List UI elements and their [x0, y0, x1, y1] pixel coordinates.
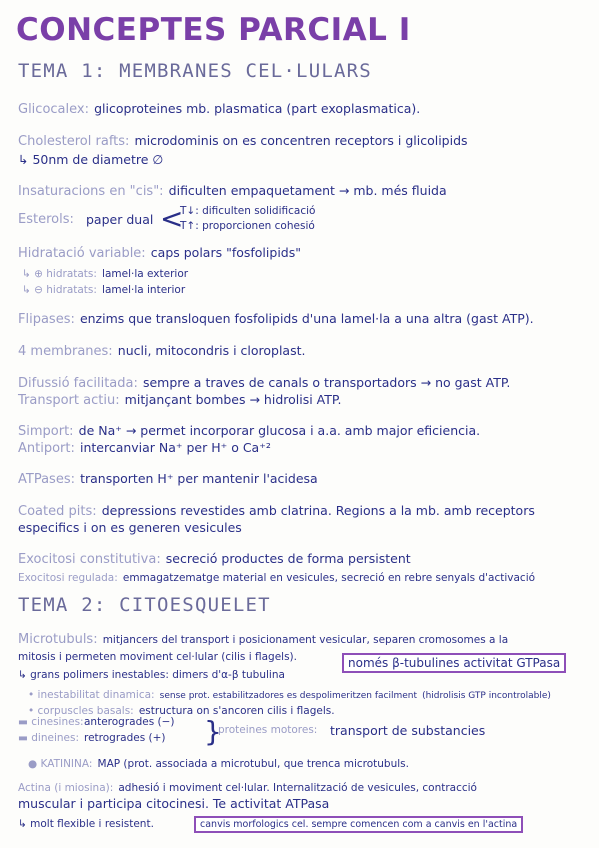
note-exocitosi-regulada [18, 566, 585, 585]
term-label: ↳ ⊕ hidratats: [22, 268, 97, 280]
highlight-box-gtpasa [342, 652, 566, 673]
term-detail: T↓: dificulten solidificació [180, 205, 316, 217]
term-label: Flipases: [18, 312, 75, 327]
term-label: Difussió facilitada: [18, 376, 138, 391]
term-definition: emmagatzematge material en vesicules, secreció en rebre senyals d'activació [122, 572, 536, 584]
term-label: Esterols: [18, 212, 74, 227]
note-antiport [18, 437, 585, 456]
term-definition: glicoproteines mb. plasmatica (part exoplasmatica). [94, 101, 421, 116]
term-label: Simport: [18, 424, 74, 439]
term-definition: nucli, mitocondris i cloroplast. [117, 343, 306, 358]
term-label: Glicocalex: [18, 102, 89, 117]
term-label: proteines motores: [218, 724, 318, 736]
term-definition: especifics i on es generen vesicules [18, 520, 242, 535]
term-definition: estructura on s'ancoren cilis i flagels. [138, 705, 335, 717]
term-definition: sense prot. estabilitzadores es despolimeritzen facilment [159, 691, 417, 701]
note-esterols [18, 202, 585, 237]
highlight-box-actina [194, 812, 523, 833]
highlight-text: només β-tubulines activitat GTPasa [342, 653, 566, 673]
term-label: ▬ cinesines: [18, 716, 84, 728]
term-detail: ↳ grans polimers inestables: dimers d'α-β tubulina [18, 669, 285, 681]
term-label: • corpuscles basals: [28, 705, 134, 717]
term-definition: de Na⁺ → permet incorporar glucosa i a.a. amb major eficiencia. [78, 423, 481, 438]
note-exocitosi-constitutiva [18, 548, 585, 567]
term-label: Insaturacions en "cis": [18, 184, 164, 199]
note-glicocalex [18, 98, 585, 117]
term-label: Antiport: [18, 441, 75, 456]
note-atpases [18, 468, 585, 487]
brace-icon: < [160, 202, 184, 235]
term-label: ATPases: [18, 472, 75, 487]
term-definition: depressions revestides amb clatrina. Regions a la mb. amb receptors [101, 503, 535, 518]
term-definition: transporten H⁺ per mantenir l'acidesa [80, 471, 318, 486]
term-label: Exocitosi regulada: [18, 572, 118, 584]
note-katinina [28, 752, 585, 771]
term-definition: dificulten empaquetament → mb. més fluida [168, 183, 447, 198]
page-title: CONCEPTES PARCIAL I [16, 12, 411, 48]
term-label: Cholesterol rafts: [18, 134, 130, 149]
term-definition: caps polars "fosfolipids" [150, 245, 301, 260]
note-insaturacions [18, 180, 585, 199]
term-definition: mitjancers del transport i posicionament vesicular, separen cromosomes a la [102, 634, 509, 646]
note-flipases [18, 308, 585, 327]
term-definition: microdominis on es concentren receptors i glicolipids [134, 133, 468, 148]
term-definition: mitjançant bombes → hidrolisi ATP. [124, 392, 342, 407]
term-label: Actina (i miosina): [18, 782, 114, 794]
term-detail: T↑: proporcionen cohesió [180, 220, 315, 232]
note-hidratacio-b [22, 278, 585, 297]
note-proteines-motores [18, 716, 585, 752]
term-label: ▬ dineines: [18, 732, 79, 744]
note-transport-actiu [18, 389, 585, 408]
term-detail: ↳ 50nm de diametre ∅ [18, 152, 164, 167]
note-actina-cont [18, 793, 585, 812]
term-label: ↳ ⊖ hidratats: [22, 284, 97, 296]
note-colesterol-sub [18, 149, 585, 168]
term-label: ● KATININA: [28, 758, 93, 770]
term-detail: ↳ molt flexible i resistent. [18, 818, 154, 830]
term-label: Microtubuls: [18, 632, 98, 647]
term-definition: sempre a traves de canals o transportadors → no gast ATP. [142, 375, 511, 390]
section-heading-tema2: TEMA 2: CITOESQUELET [18, 594, 271, 616]
term-definition: transport de substancies [330, 723, 486, 738]
term-definition: enzims que transloquen fosfolipids d'una lamel·la a una altra (gast ATP). [79, 311, 534, 326]
term-definition: secreció productes de forma persistent [165, 551, 411, 566]
note-coated-pits-cont [18, 517, 585, 536]
note-hidratacio [18, 242, 585, 261]
note-colesterol [18, 130, 585, 149]
section-heading-tema1: TEMA 1: MEMBRANES CEL·LULARS [18, 60, 372, 82]
term-definition: paper dual [86, 212, 154, 227]
note-membranes [18, 340, 585, 359]
term-definition: mitosis i permeten moviment cel·lular (cilis i flagels). [18, 651, 297, 663]
term-definition: muscular i participa citocinesi. Te activitat ATPasa [18, 796, 330, 811]
term-label: Coated pits: [18, 504, 97, 519]
term-definition: lamel·la exterior [102, 268, 189, 280]
term-definition: intercanviar Na⁺ per H⁺ o Ca⁺² [79, 440, 271, 455]
term-label: Transport actiu: [18, 393, 120, 408]
term-note: (hidrolisis GTP incontrolable) [422, 691, 551, 701]
term-label: Hidratació variable: [18, 246, 146, 261]
term-label: Exocitosi constitutiva: [18, 552, 161, 567]
term-label: • inestabilitat dinamica: [28, 689, 155, 701]
brace-icon: } [204, 715, 222, 748]
term-definition: lamel·la interior [102, 284, 186, 296]
term-definition: anterogrades (−) [84, 716, 175, 728]
highlight-text: canvis morfologics cel. sempre comencen com a canvis en l'actina [194, 816, 523, 833]
term-definition: adhesió i moviment cel·lular. Internalització de vesicules, contracció [118, 782, 477, 794]
term-definition: retrogrades (+) [84, 732, 166, 744]
term-definition: MAP (prot. associada a microtubul, que trenca microtubuls. [97, 758, 409, 770]
term-label: 4 membranes: [18, 344, 113, 359]
